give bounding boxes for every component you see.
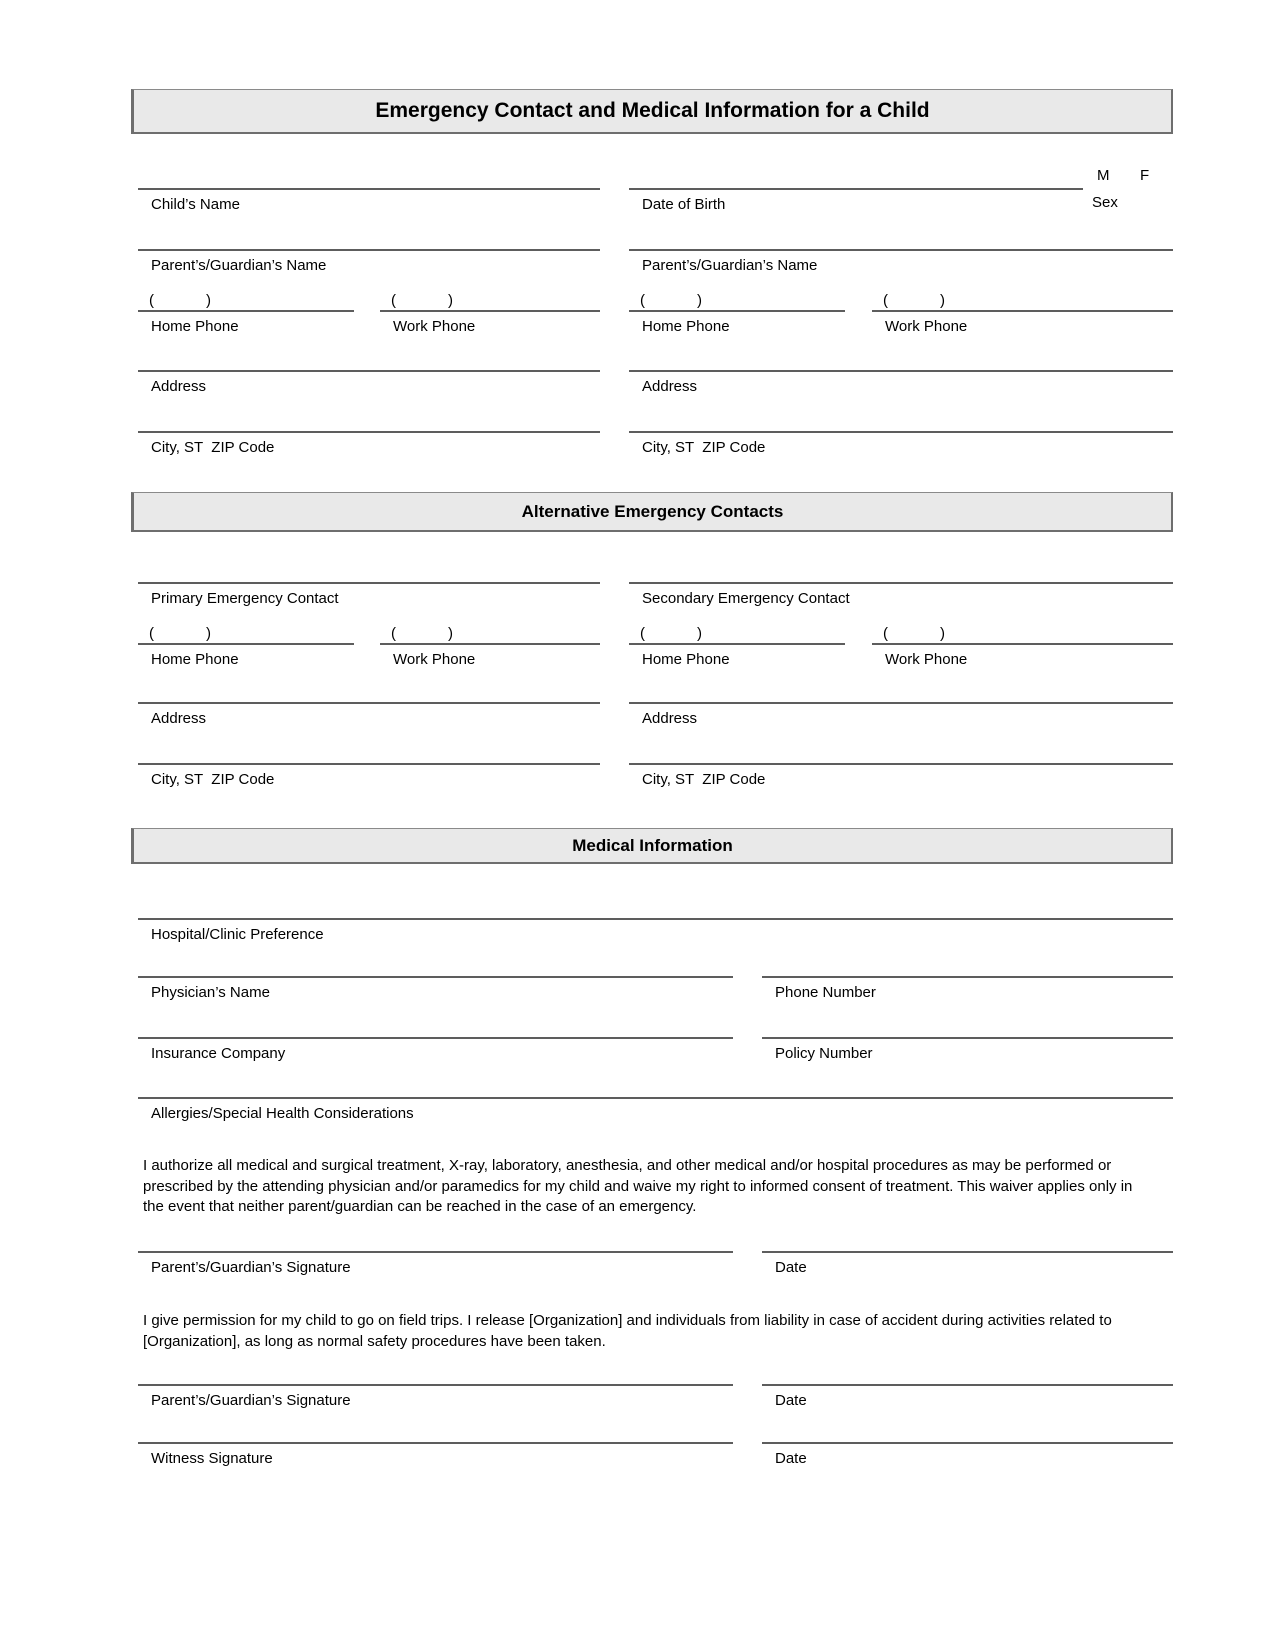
allergies-label: Allergies/Special Health Considerations bbox=[151, 1105, 414, 1122]
phone-paren-close: ) bbox=[697, 292, 702, 309]
secondary-contact-line[interactable] bbox=[629, 582, 1173, 584]
physician-phone-line[interactable] bbox=[762, 976, 1173, 978]
parent1-home-phone-label: Home Phone bbox=[151, 318, 239, 335]
phone-paren-open: ( bbox=[391, 625, 396, 642]
parent1-home-phone-line[interactable] bbox=[138, 310, 354, 312]
phone-paren-open: ( bbox=[149, 292, 154, 309]
primary-address-line[interactable] bbox=[138, 702, 600, 704]
witness-date-label: Date bbox=[775, 1450, 807, 1467]
witness-signature-label: Witness Signature bbox=[151, 1450, 273, 1467]
phone-paren-close: ) bbox=[940, 292, 945, 309]
secondary-home-phone-label: Home Phone bbox=[642, 651, 730, 668]
parent1-name-line[interactable] bbox=[138, 249, 600, 251]
child-name-line[interactable] bbox=[138, 188, 600, 190]
phone-paren-close: ) bbox=[448, 292, 453, 309]
insurance-company-line[interactable] bbox=[138, 1037, 733, 1039]
physician-phone-label: Phone Number bbox=[775, 984, 876, 1001]
primary-work-phone-line[interactable] bbox=[380, 643, 600, 645]
primary-home-phone-label: Home Phone bbox=[151, 651, 239, 668]
parent1-work-phone-line[interactable] bbox=[380, 310, 600, 312]
parent2-home-phone-label: Home Phone bbox=[642, 318, 730, 335]
parent2-city-line[interactable] bbox=[629, 431, 1173, 433]
sex-option-male[interactable]: M bbox=[1097, 167, 1110, 184]
date-of-birth-label: Date of Birth bbox=[642, 196, 726, 213]
phone-paren-open: ( bbox=[391, 292, 396, 309]
witness-date-line[interactable] bbox=[762, 1442, 1173, 1444]
primary-city-label: City, ST ZIP Code bbox=[151, 771, 275, 788]
parent1-work-phone-label: Work Phone bbox=[393, 318, 476, 335]
parent1-city-line[interactable] bbox=[138, 431, 600, 433]
physician-name-label: Physician’s Name bbox=[151, 984, 270, 1001]
child-name-label: Child’s Name bbox=[151, 196, 240, 213]
parent2-address-label: Address bbox=[642, 378, 698, 395]
date1-label: Date bbox=[775, 1259, 807, 1276]
secondary-address-line[interactable] bbox=[629, 702, 1173, 704]
secondary-city-label: City, ST ZIP Code bbox=[642, 771, 766, 788]
secondary-address-label: Address bbox=[642, 710, 698, 727]
form-title: Emergency Contact and Medical Information for a Child bbox=[375, 99, 930, 122]
medical-info-header-bar bbox=[131, 828, 1173, 864]
form-title-bar bbox=[131, 89, 1173, 134]
phone-paren-close: ) bbox=[697, 625, 702, 642]
parent2-work-phone-label: Work Phone bbox=[885, 318, 968, 335]
primary-home-phone-line[interactable] bbox=[138, 643, 354, 645]
primary-contact-label: Primary Emergency Contact bbox=[151, 590, 339, 607]
phone-paren-open: ( bbox=[640, 292, 645, 309]
parent1-city-label: City, ST ZIP Code bbox=[151, 439, 275, 456]
primary-address-label: Address bbox=[151, 710, 207, 727]
primary-contact-line[interactable] bbox=[138, 582, 600, 584]
parent2-address-line[interactable] bbox=[629, 370, 1173, 372]
secondary-work-phone-line[interactable] bbox=[872, 643, 1173, 645]
parent1-name-label: Parent’s/Guardian’s Name bbox=[151, 257, 327, 274]
alternative-contacts-header-bar bbox=[131, 492, 1173, 532]
phone-paren-open: ( bbox=[883, 625, 888, 642]
parent1-address-line[interactable] bbox=[138, 370, 600, 372]
signature2-line[interactable] bbox=[138, 1384, 733, 1386]
phone-paren-open: ( bbox=[883, 292, 888, 309]
allergies-line[interactable] bbox=[138, 1097, 1173, 1099]
phone-paren-close: ) bbox=[206, 292, 211, 309]
policy-number-line[interactable] bbox=[762, 1037, 1173, 1039]
date2-line[interactable] bbox=[762, 1384, 1173, 1386]
secondary-contact-label: Secondary Emergency Contact bbox=[642, 590, 850, 607]
phone-paren-close: ) bbox=[940, 625, 945, 642]
alternative-contacts-header: Alternative Emergency Contacts bbox=[521, 502, 784, 521]
parent1-address-label: Address bbox=[151, 378, 207, 395]
signature2-label: Parent’s/Guardian’s Signature bbox=[151, 1392, 351, 1409]
signature1-label: Parent’s/Guardian’s Signature bbox=[151, 1259, 351, 1276]
authorization-statement: I authorize all medical and surgical treatment, X-ray, laboratory, anesthesia, and other medical and/or hospital procedures as may be performed or prescribed by the attending physician and/or paramedics for my child and waive my right to informed consent of treatment. This waiver applies only in the event that neither parent/guardian can be reached in the case of an emergency. bbox=[143, 1157, 1133, 1215]
date-of-birth-line[interactable] bbox=[629, 188, 1083, 190]
parent2-work-phone-line[interactable] bbox=[872, 310, 1173, 312]
primary-city-line[interactable] bbox=[138, 763, 600, 765]
secondary-home-phone-line[interactable] bbox=[629, 643, 845, 645]
hospital-preference-label: Hospital/Clinic Preference bbox=[151, 926, 324, 943]
primary-work-phone-label: Work Phone bbox=[393, 651, 476, 668]
signature1-line[interactable] bbox=[138, 1251, 733, 1253]
date1-line[interactable] bbox=[762, 1251, 1173, 1253]
parent2-home-phone-line[interactable] bbox=[629, 310, 845, 312]
medical-info-header: Medical Information bbox=[572, 836, 733, 855]
parent2-city-label: City, ST ZIP Code bbox=[642, 439, 766, 456]
phone-paren-open: ( bbox=[640, 625, 645, 642]
secondary-city-line[interactable] bbox=[629, 763, 1173, 765]
field-trip-statement: I give permission for my child to go on field trips. I release [Organization] and individuals from liability in case of accident during activities related to [Organization], as long as normal safety procedures have been taken. bbox=[143, 1312, 1112, 1350]
physician-name-line[interactable] bbox=[138, 976, 733, 978]
phone-paren-close: ) bbox=[206, 625, 211, 642]
sex-option-female[interactable]: F bbox=[1140, 167, 1150, 184]
phone-paren-open: ( bbox=[149, 625, 154, 642]
insurance-company-label: Insurance Company bbox=[151, 1045, 286, 1062]
policy-number-label: Policy Number bbox=[775, 1045, 873, 1062]
parent2-name-label: Parent’s/Guardian’s Name bbox=[642, 257, 818, 274]
sex-label: Sex bbox=[1092, 194, 1118, 211]
parent2-name-line[interactable] bbox=[629, 249, 1173, 251]
witness-signature-line[interactable] bbox=[138, 1442, 733, 1444]
secondary-work-phone-label: Work Phone bbox=[885, 651, 968, 668]
date2-label: Date bbox=[775, 1392, 807, 1409]
phone-paren-close: ) bbox=[448, 625, 453, 642]
hospital-preference-line[interactable] bbox=[138, 918, 1173, 920]
